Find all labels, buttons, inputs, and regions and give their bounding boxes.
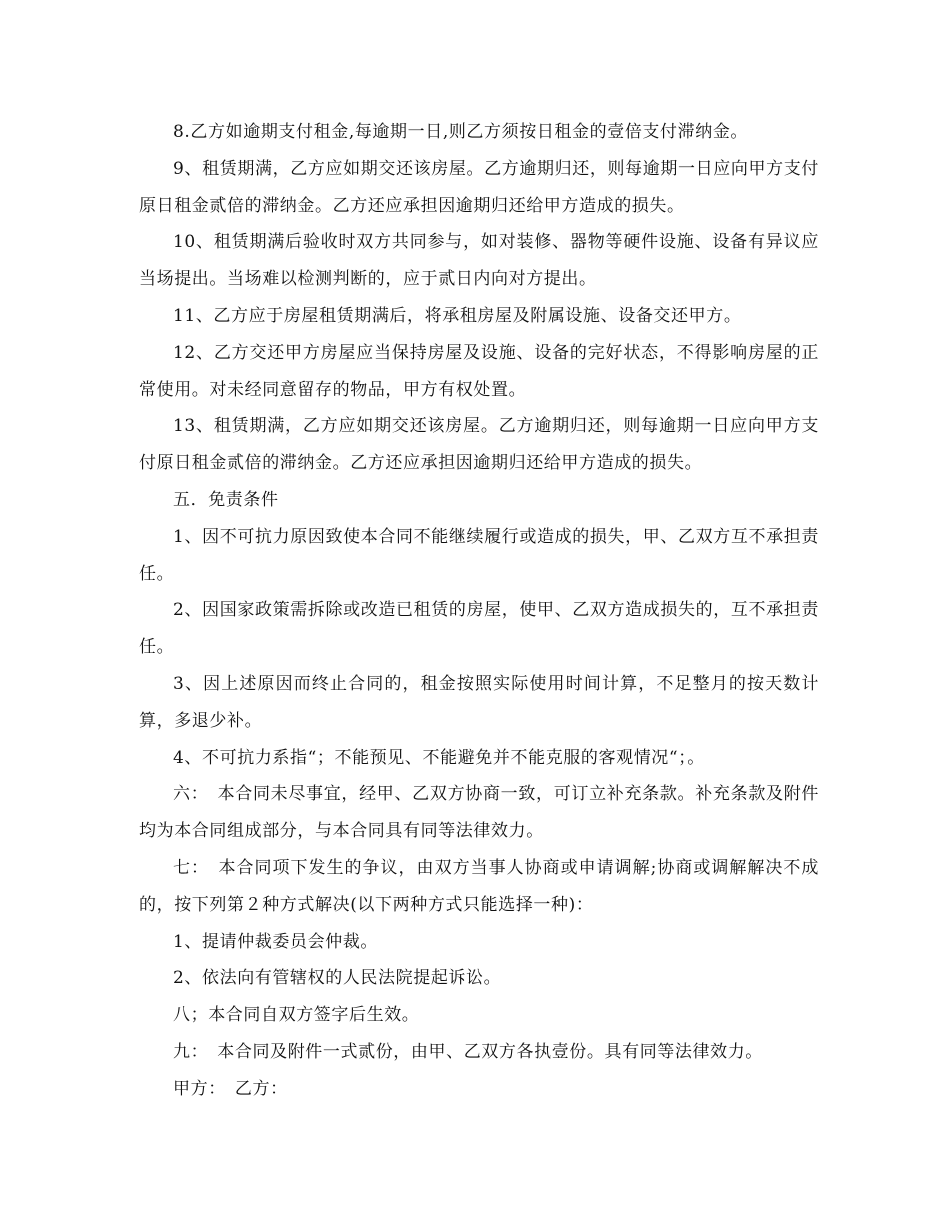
clause-13-lease-expiry: 13、租赁期满，乙方应如期交还该房屋。乙方逾期归还，则每逾期一日应向甲方支付原日租金贰倍的滞纳金。乙方还应承担因逾期归还给甲方造成的损失。 <box>139 416 819 474</box>
clause-9-lease-expiry: 9、租赁期满，乙方应如期交还该房屋。乙方逾期归还，则每逾期一日应向甲方支付原日租金贰倍的滞纳金。乙方还应承担因逾期归还给甲方造成的损失。 <box>139 158 819 216</box>
section-7-disputes: 七： 本合同项下发生的争议，由双方当事人协商或申请调解;协商或调解解决不成的，按下列第２种方式解决(以下两种方式只能选择一种)： <box>139 857 819 915</box>
section-6-supplementary: 六： 本合同未尽事宜，经甲、乙双方协商一致，可订立补充条款。补充条款及附件均为本合同组成部分，与本合同具有同等法律效力。 <box>139 784 819 842</box>
section-8-effective: 八；本合同自双方签字后生效。 <box>173 1005 420 1026</box>
clause-8-late-rent: 8.乙方如逾期支付租金,每逾期一日,则乙方须按日租金的壹倍支付滞纳金。 <box>173 122 749 142</box>
signature-line: 甲方： 乙方： <box>173 1078 288 1099</box>
clause-11-return-facilities: 11、乙方应于房屋租赁期满后，将承租房屋及附属设施、设备交还甲方。 <box>173 305 742 326</box>
exemption-item-4: 4、不可抗力系指“；不能预见、不能避免并不能克服的客观情况“；。 <box>173 747 705 768</box>
exemption-item-1: 1、因不可抗力原因致使本合同不能继续履行或造成的损失，甲、乙双方互不承担责任。 <box>139 526 819 584</box>
section-heading-exemption: 五．免责条件 <box>173 489 279 510</box>
clause-10-inspection: 10、租赁期满后验收时双方共同参与，如对装修、器物等硬件设施、设备有异议应当场提出。当场难以检测判断的，应于贰日内向对方提出。 <box>139 232 819 290</box>
clause-12-condition: 12、乙方交还甲方房屋应当保持房屋及设施、设备的完好状态，不得影响房屋的正常使用。对未经同意留存的物品，甲方有权处置。 <box>139 342 819 400</box>
dispute-option-2: 2、依法向有管辖权的人民法院提起诉讼。 <box>173 968 502 989</box>
exemption-item-3: 3、因上述原因而终止合同的，租金按照实际使用时间计算，不足整月的按天数计算，多退少补。 <box>139 673 819 731</box>
dispute-option-1: 1、提请仲裁委员会仲裁。 <box>173 931 379 952</box>
document-body <box>139 114 819 1108</box>
exemption-item-2: 2、因国家政策需拆除或改造已租赁的房屋，使甲、乙双方造成损失的，互不承担责任。 <box>139 600 819 658</box>
section-9-copies: 九： 本合同及附件一式贰份，由甲、乙双方各执壹份。具有同等法律效力。 <box>173 1041 763 1062</box>
